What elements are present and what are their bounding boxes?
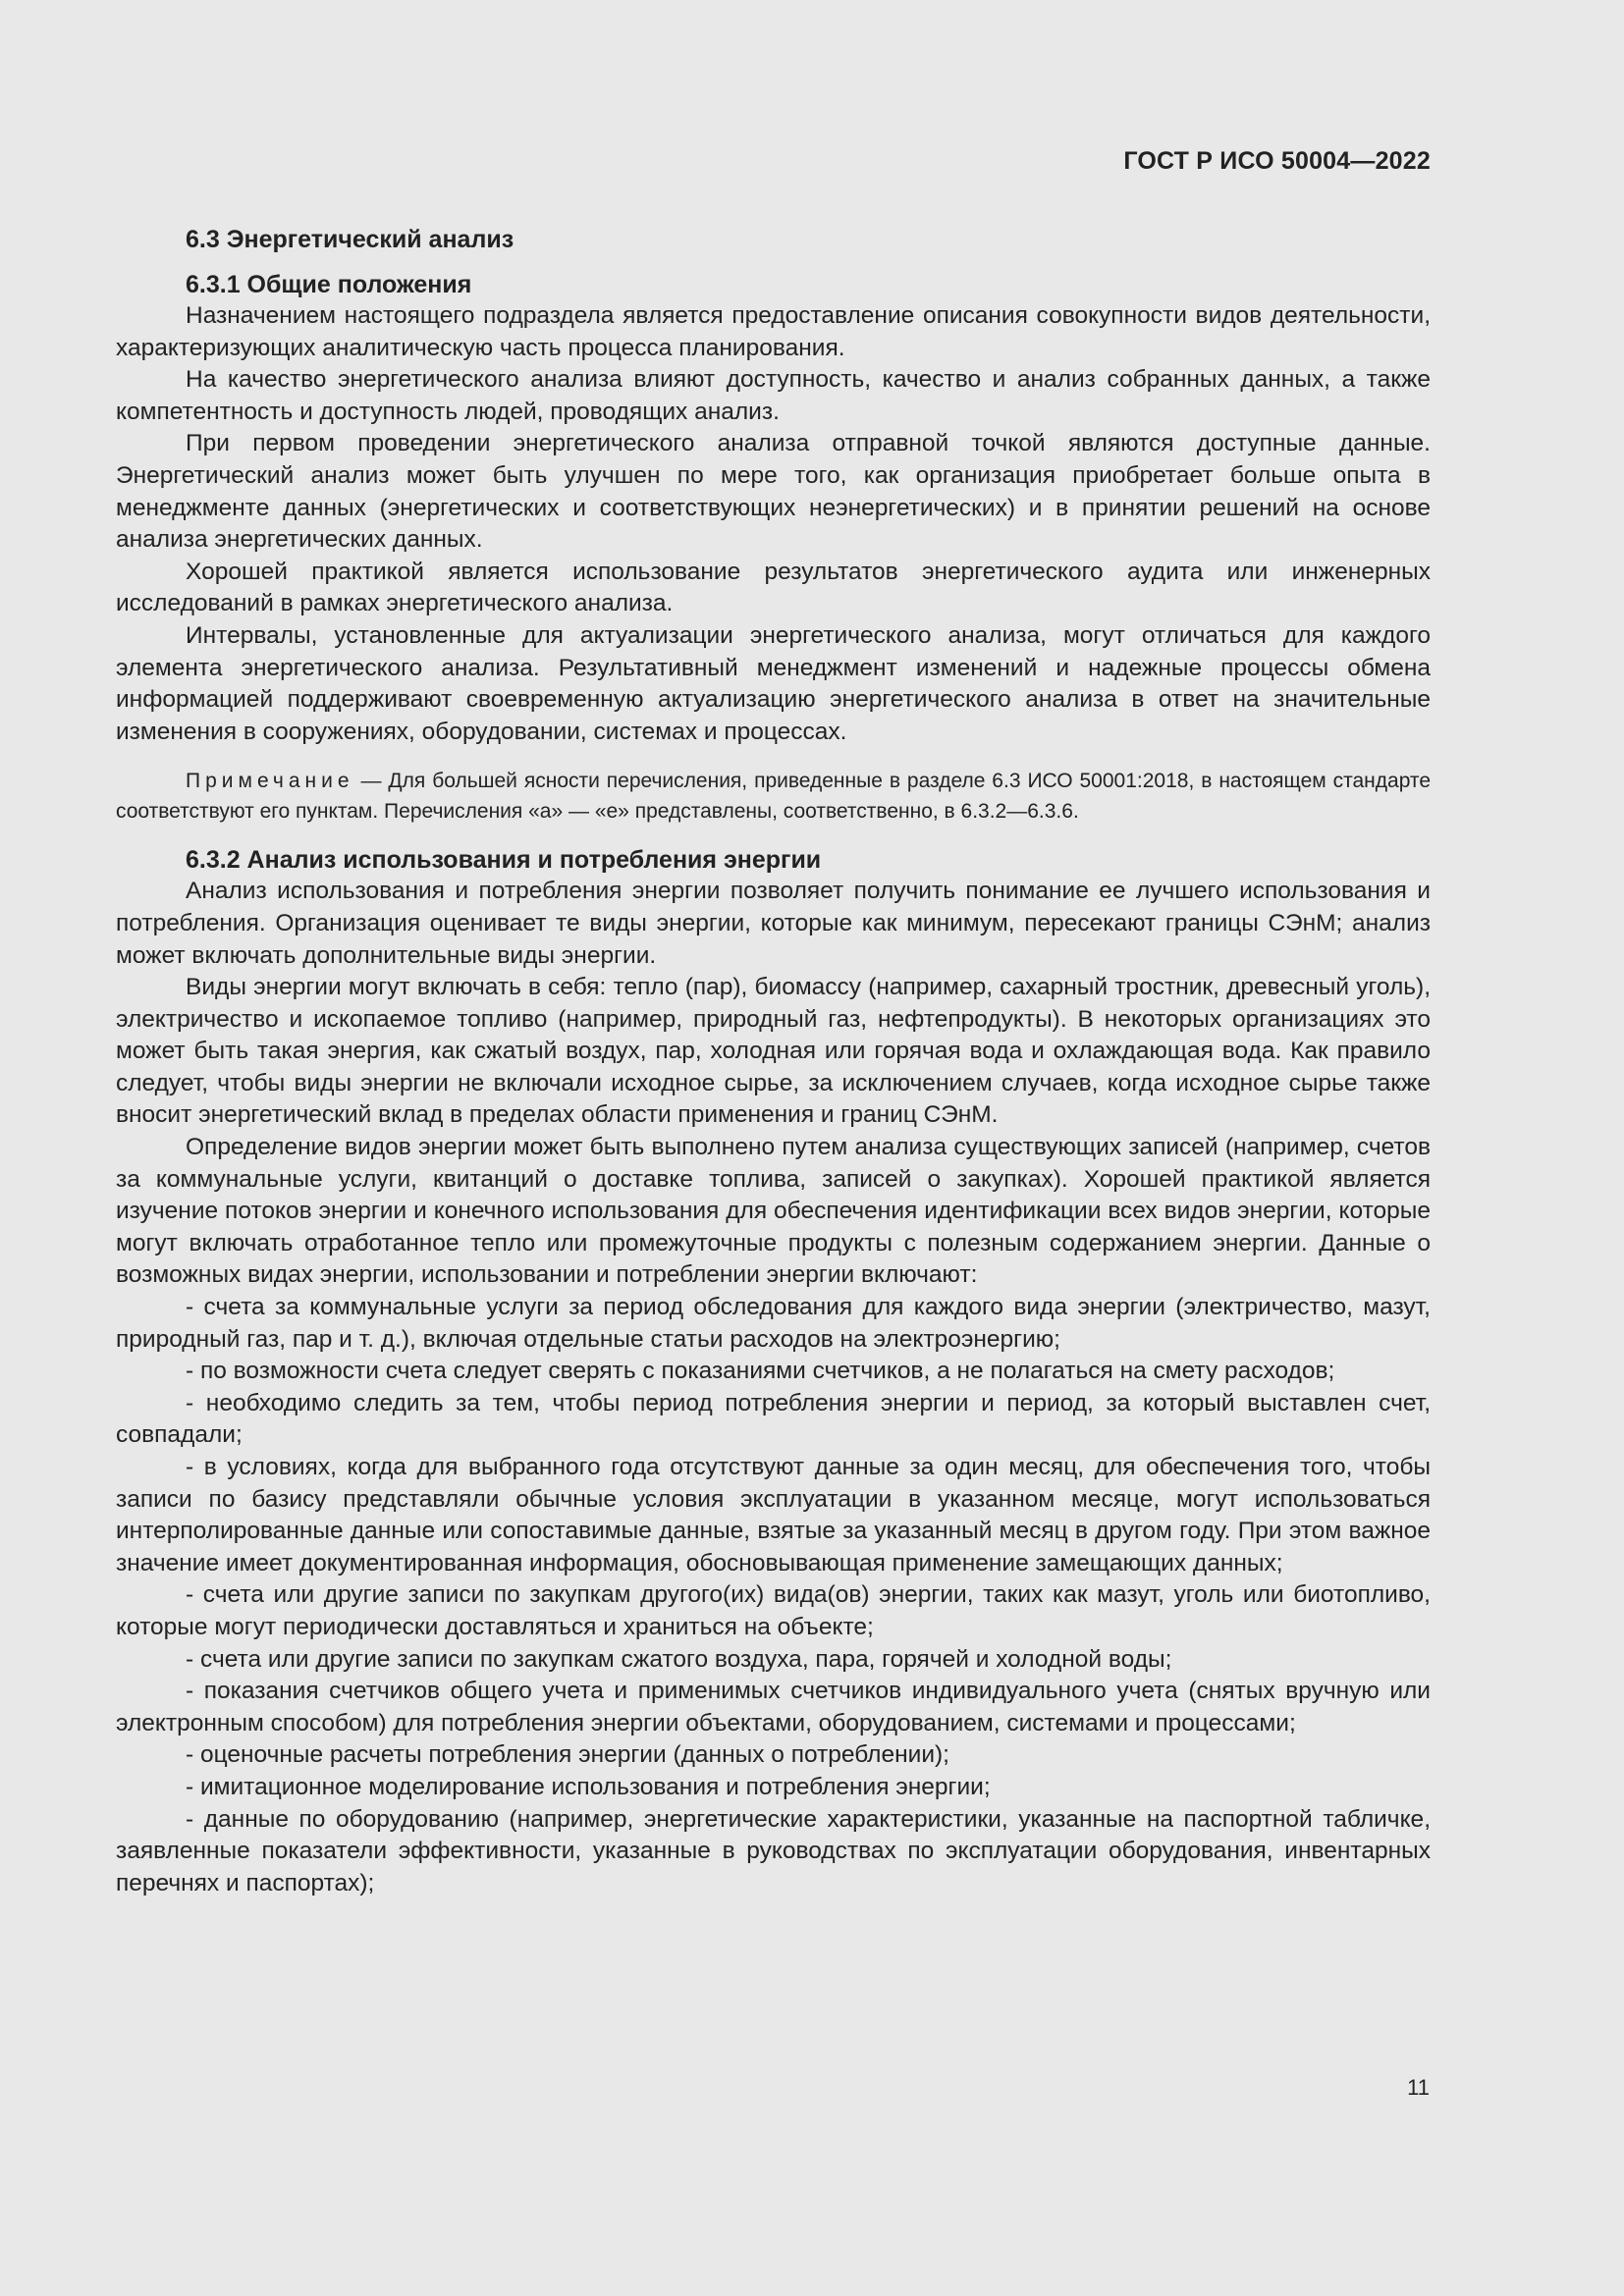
paragraph: Виды энергии могут включать в себя: тепло (пар), биомассу (например, сахарный тростник, древесный уголь), электричество и ископаемое топливо (например, природный газ, нефтепродукты). В некоторых организациях это может быть такая энергия, как сжатый воздух, пар, холодная или горячая вода и охлаждающая вода. Как правило следует, чтобы виды энергии не включали исходное сырье, за исключением случаев, когда исходное сырье также вносит энергетический вклад в пределах области применения и границ СЭнМ. [116,974,1431,1129]
page-content [116,224,1431,1899]
list-item: - счета за коммунальные услуги за период обследования для каждого вида энергии (электричество, мазут, природный газ, пар и т. д.), включая отдельные статьи расходов на электроэнергию; [116,1294,1431,1353]
subsection-heading-6-3-2: 6.3.2 Анализ использования и потребления энергии [186,846,822,875]
paragraph: При первом проведении энергетического анализа отправной точкой являются доступные данные. Энергетический анализ может быть улучшен по мере того, как организация приобретает больше опыта в менеджменте данных (энергетических и соответствующих неэнергетических) и в принятии решений на основе анализа энергетических данных. [116,430,1431,554]
list-item: - оценочные расчеты потребления энергии (данных о потреблении); [186,1741,949,1769]
list-item: - в условиях, когда для выбранного года отсутствуют данные за один месяц, для обеспечения того, чтобы записи по базису представляли обычные условия эксплуатации в указанном месяце, могут использоваться интерполированные данные или сопоставимые данные, взятые за указанный месяц в другом году. При этом важное значение имеет документированная информация, обосновывающая применение замещающих данных; [116,1454,1431,1576]
note-text: — Для большей ясности перечисления, приведенные в разделе 6.3 ИСО 50001:2018, в настоящем стандарте соответствуют его пунктам. Перечисления «а» — «е» представлены, соответственно, в 6.3.2—6.3.6. [116,770,1431,824]
paragraph: На качество энергетического анализа влияют доступность, качество и анализ собранных данных, а также компетентность и доступность людей, проводящих анализ. [116,366,1431,425]
subsection-heading-6-3-1: 6.3.1 Общие положения [186,271,472,298]
note-label: Примечание [186,770,354,793]
list-item: - по возможности счета следует сверять с показаниями счетчиков, а не полагаться на смету расходов; [186,1358,1335,1385]
list-item: - необходимо следить за тем, чтобы период потребления энергии и период, за который выставлен счет, совпадали; [116,1389,1431,1449]
section-heading-6-3: 6.3 Энергетический анализ [186,226,514,253]
document-code: ГОСТ Р ИСО 50004—2022 [1123,147,1431,175]
paragraph: Анализ использования и потребления энергии позволяет получить понимание ее лучшего использования и потребления. Организация оценивает те виды энергии, которые как минимум, пересекают границы СЭнМ; анализ может включать дополнительные виды энергии. [116,878,1431,969]
list-item: - данные по оборудованию (например, энергетические характеристики, указанные на паспортной табличке, заявленные показатели эффективности, указанные в руководствах по эксплуатации оборудования, инвентарных перечнях и паспортах); [116,1805,1431,1896]
paragraph: Интервалы, установленные для актуализации энергетического анализа, могут отличаться для каждого элемента энергетического анализа. Результативный менеджмент изменений и надежные процессы обмена информацией поддерживают своевременную актуализацию энергетического анализа в ответ на значительные изменения в сооружениях, оборудовании, системах и процессах. [116,621,1431,745]
list-item: - счета или другие записи по закупкам другого(их) вида(ов) энергии, таких как мазут, уголь или биотопливо, которые могут периодически доставляться и храниться на объекте; [116,1581,1431,1640]
list-item: - показания счетчиков общего учета и применимых счетчиков индивидуального учета (снятых вручную или электронным способом) для потребления энергии объектами, оборудованием, системами и процессами; [116,1678,1431,1736]
list-item: - счета или другие записи по закупкам сжатого воздуха, пара, горячей и холодной воды; [186,1645,1172,1673]
page-number: 11 [1407,2075,1430,2100]
paragraph: Назначением настоящего подраздела является предоставление описания совокупности видов деятельности, характеризующих аналитическую часть процесса планирования. [116,302,1431,361]
list-item: - имитационное моделирование использования и потребления энергии; [186,1773,991,1800]
paragraph: Хорошей практикой является использование результатов энергетического аудита или инженерных исследований в рамках энергетического анализа. [116,558,1431,617]
note [116,766,1431,827]
paragraph: Определение видов энергии может быть выполнено путем анализа существующих записей (например, счетов за коммунальные услуги, квитанций о доставке топлива, записей о закупках). Хорошей практикой является изучение потоков энергии и конечного использования для обеспечения идентификации всех видов энергии, которые могут включать отработанное тепло или промежуточные продукты с полезным содержанием энергии. Данные о возможных видах энергии, использовании и потреблении энергии включают: [116,1134,1431,1289]
